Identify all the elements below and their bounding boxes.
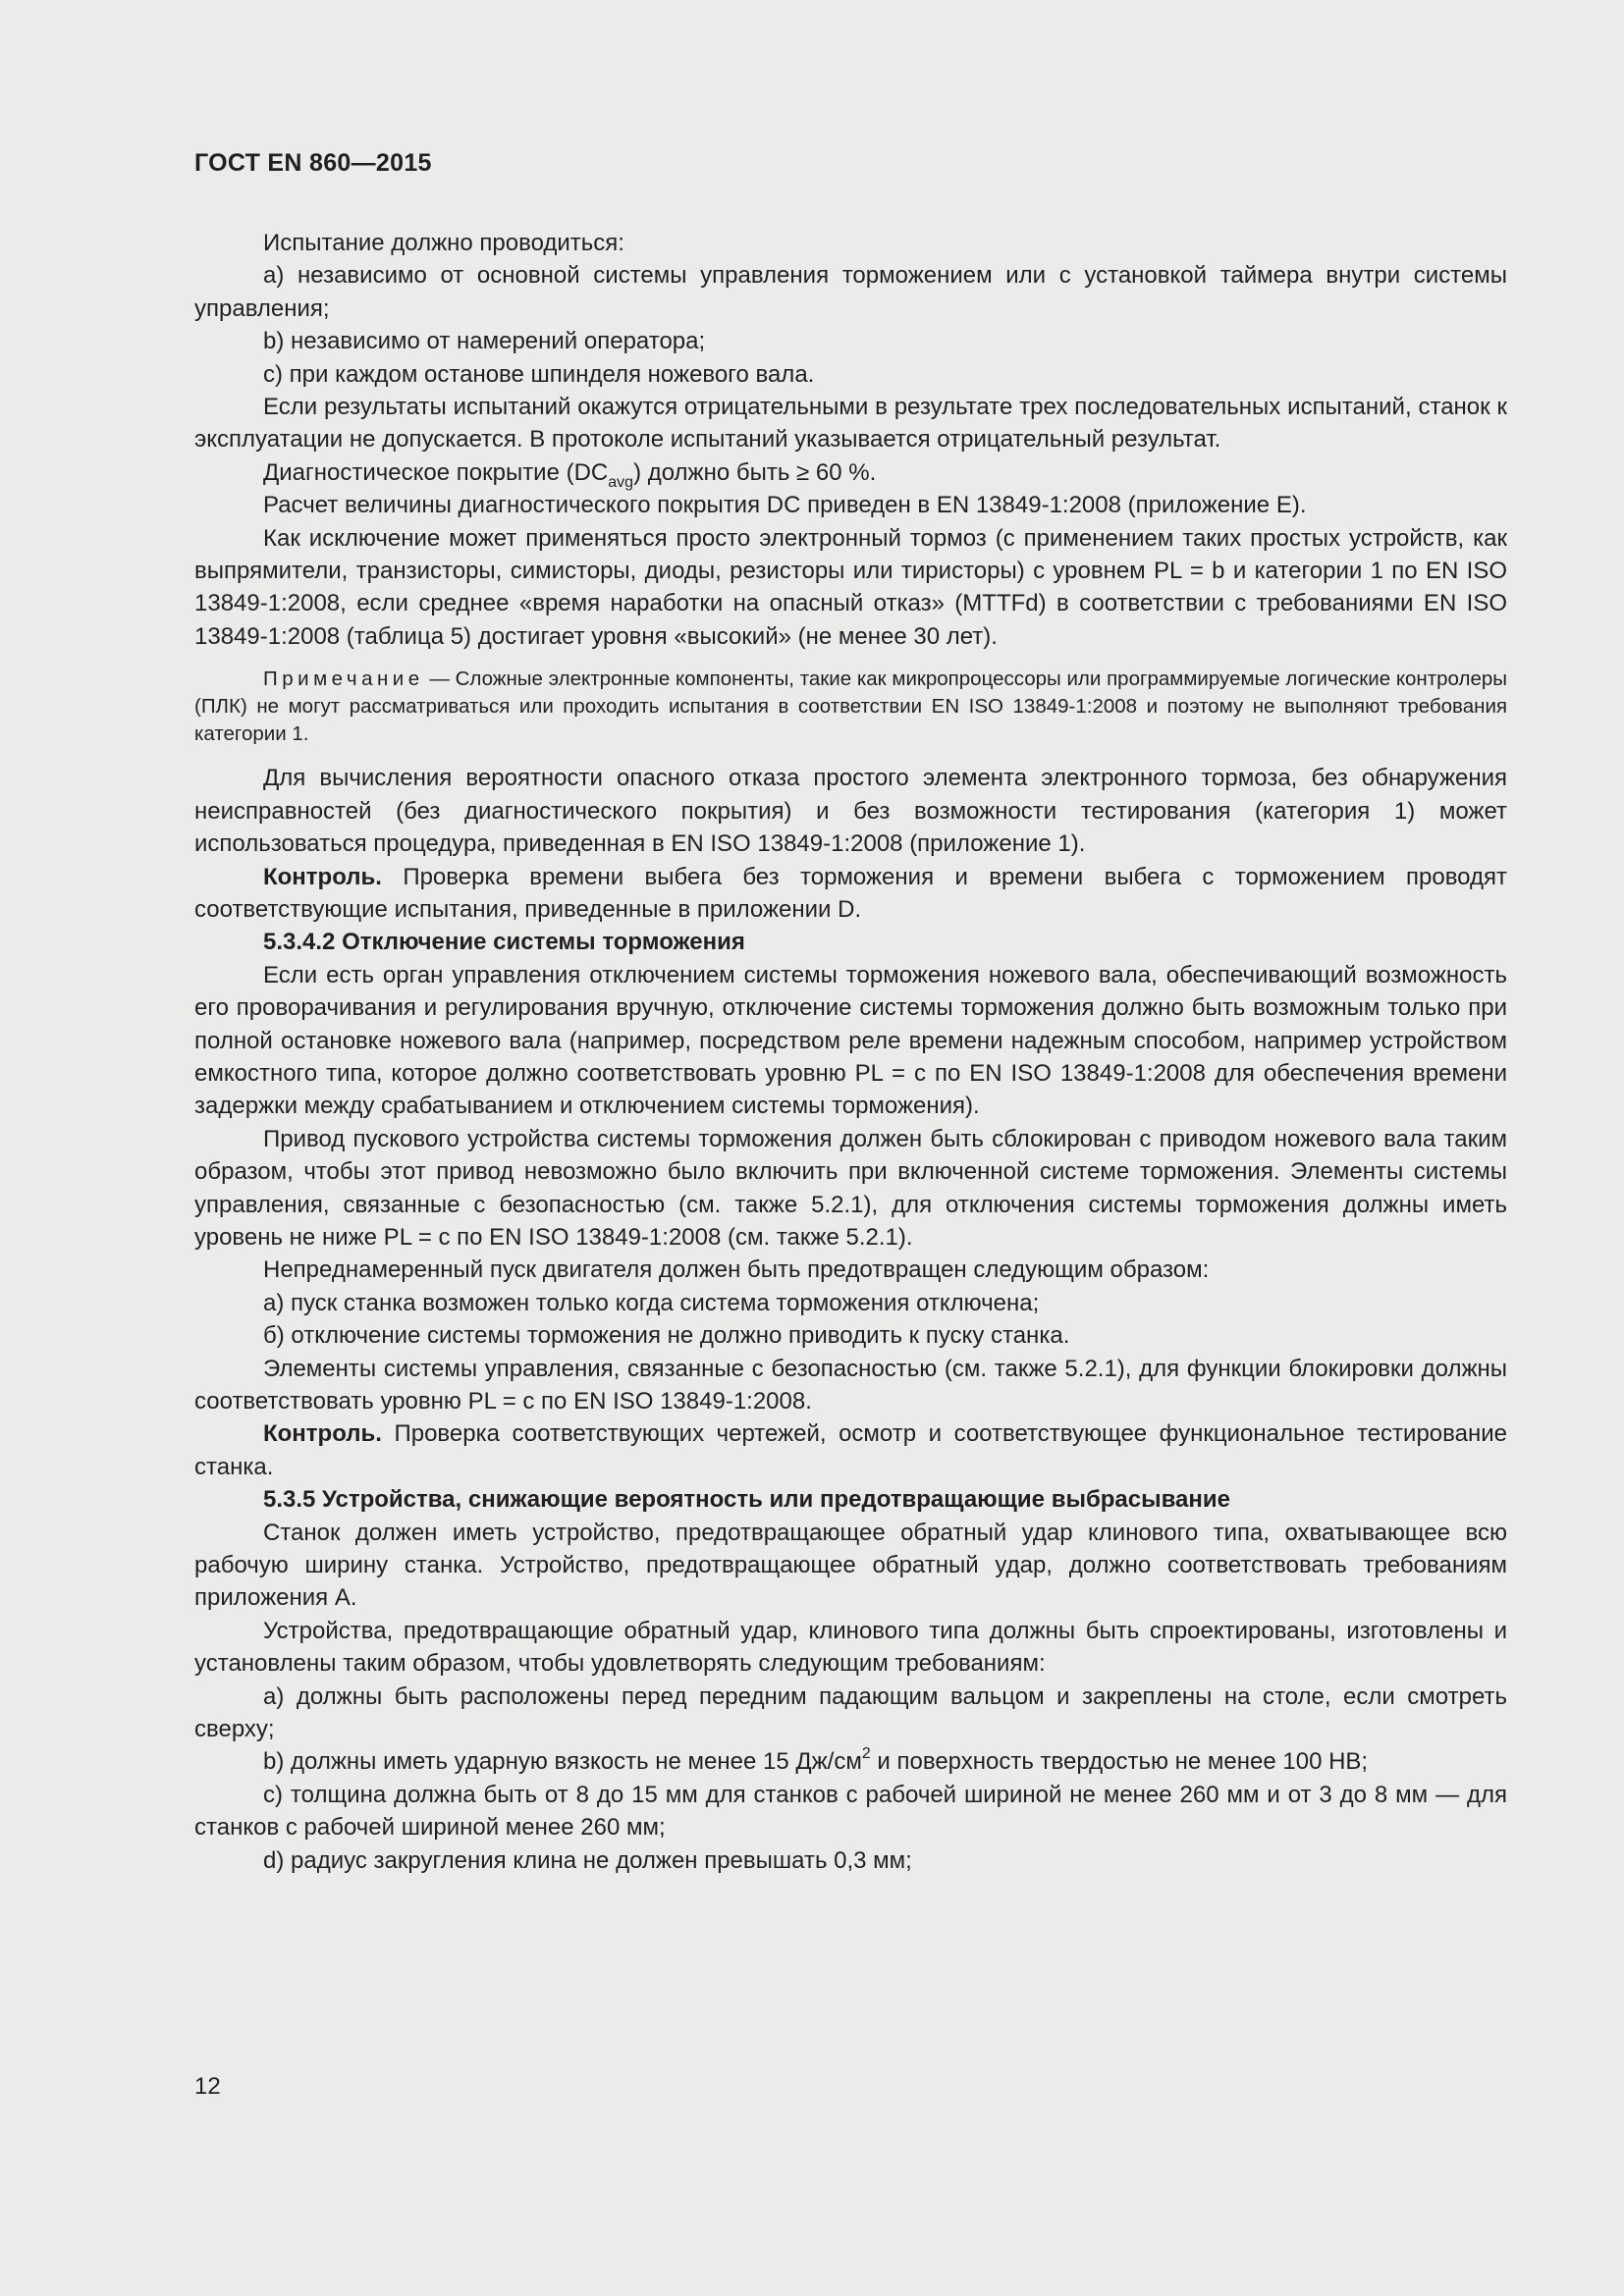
list-item: c) при каждом останове шпинделя ножевого вала. bbox=[263, 360, 815, 388]
list-item: c) толщина должна быть от 8 до 15 мм для станков с рабочей шириной не менее 260 мм и от 3 до 8 мм — для станков с рабочей шириной менее 260 мм; bbox=[194, 1781, 1507, 1842]
note-label: Примечание bbox=[263, 667, 424, 691]
list-item: d) радиус закругления клина не должен превышать 0,3 мм; bbox=[263, 1846, 912, 1874]
paragraph: Станок должен иметь устройство, предотвращающее обратный удар клинового типа, охватывающее всю рабочую ширину станка. Устройство, предотвращающее обратный удар, должно соответствовать требованиям приложения A. bbox=[194, 1519, 1507, 1612]
list-item: a) пуск станка возможен только когда система торможения отключена; bbox=[263, 1289, 1040, 1316]
note-text: — Сложные электронные компоненты, такие как микропроцессоры или программируемые логические контролеры (ПЛК) не могут рассматриваться или проходить испытания в соответствии EN ISO 13849-1:2008 и поэтому не выполняют требования категории 1. bbox=[194, 667, 1507, 746]
note bbox=[194, 666, 1507, 748]
list-item: a) должны быть расположены перед передним падающим вальцом и закреплены на столе, если смотреть сверху; bbox=[194, 1682, 1507, 1743]
document-body bbox=[194, 227, 1507, 1877]
text-run: ) должно быть ≥ 60 %. bbox=[633, 458, 877, 486]
paragraph-control bbox=[194, 1417, 1507, 1483]
section-heading: 5.3.5 Устройства, снижающие вероятность или предотвращающие выбрасывание bbox=[263, 1486, 1230, 1514]
list-item: б) отключение системы торможения не должно приводить к пуску станка. bbox=[263, 1322, 1070, 1350]
text-run: Проверка времени выбега без торможения и времени выбега с торможением проводят соответствующие испытания, приведенные в приложении D. bbox=[194, 863, 1507, 923]
subscript: avg bbox=[608, 473, 634, 491]
list-item: b) независимо от намерений оператора; bbox=[263, 328, 706, 355]
superscript: 2 bbox=[861, 1745, 871, 1763]
section-heading: 5.3.4.2 Отключение системы торможения bbox=[263, 929, 745, 956]
text-run: b) должны иметь ударную вязкость не менее 15 Дж/см bbox=[263, 1748, 862, 1776]
paragraph-control bbox=[194, 861, 1507, 927]
page-number: 12 bbox=[194, 2073, 221, 2100]
list-item-impact-toughness bbox=[194, 1745, 1507, 1778]
paragraph: Для вычисления вероятности опасного отказа простого элемента электронного тормоза, без обнаружения неисправностей (без диагностического покрытия) и без возможности тестирования (категория 1) может использоваться процедура, приведенная в EN ISO 13849-1:2008 (приложение 1). bbox=[194, 765, 1507, 858]
paragraph-diagnostic-coverage bbox=[194, 456, 1507, 489]
text-run: Проверка соответствующих чертежей, осмотр и соответствующее функциональное тестирование станка. bbox=[194, 1420, 1507, 1480]
paragraph: Расчет величины диагностического покрытия DC приведен в EN 13849-1:2008 (приложение E). bbox=[263, 492, 1307, 519]
paragraph: Если результаты испытаний окажутся отрицательными в результате трех последовательных испытаний, станок к эксплуатации не допускается. В протоколе испытаний указывается отрицательный результат. bbox=[194, 394, 1507, 454]
paragraph: Если есть орган управления отключением системы торможения ножевого вала, обеспечивающий возможность его проворачивания и регулирования вручную, отключение системы торможения должно быть возможным только при полной остановке ножевого вала (например, посредством реле времени надежным способом, например устройством емкостного типа, которое должно соответствовать уровню PL = c по EN ISO 13849-1:2008 для обеспечения времени задержки между срабатыванием и отключением системы торможения). bbox=[194, 961, 1507, 1120]
paragraph: Испытание должно проводиться: bbox=[263, 230, 624, 256]
bold-label: Контроль. bbox=[263, 863, 382, 890]
document-code-header: ГОСТ EN 860—2015 bbox=[194, 149, 432, 177]
text-run: Диагностическое покрытие (DC bbox=[263, 458, 609, 486]
paragraph: Непреднамеренный пуск двигателя должен быть предотвращен следующим образом: bbox=[263, 1256, 1210, 1284]
paragraph: Привод пускового устройства системы торможения должен быть сблокирован с приводом ножевого вала таким образом, чтобы этот привод невозможно было включить при включенной системе торможения. Элементы системы управления, связанные с безопасностью (см. также 5.2.1), для отключения системы торможения должны иметь уровень не ниже PL = c по EN ISO 13849-1:2008 (см. также 5.2.1). bbox=[194, 1125, 1507, 1251]
bold-label: Контроль. bbox=[263, 1420, 382, 1448]
paragraph: Элементы системы управления, связанные с безопасностью (см. также 5.2.1), для функции блокировки должны соответствовать уровню PL = c по EN ISO 13849-1:2008. bbox=[194, 1355, 1507, 1415]
list-item: a) независимо от основной системы управления торможением или с установкой таймера внутри системы управления; bbox=[194, 262, 1507, 322]
paragraph: Как исключение может применяться просто электронный тормоз (с применением таких простых устройств, как выпрямители, транзисторы, симисторы, диоды, резисторы или тиристоры) с уровнем PL = b и категории 1 по EN ISO 13849-1:2008, если среднее «время наработки на опасный отказ» (MTTFd) в соответствии с требованиями EN ISO 13849-1:2008 (таблица 5) достигает уровня «высокий» (не менее 30 лет). bbox=[194, 524, 1507, 650]
text-run: и поверхность твердостью не менее 100 НВ; bbox=[870, 1748, 1369, 1776]
paragraph: Устройства, предотвращающие обратный удар, клинового типа должны быть спроектированы, изготовлены и установлены таким образом, чтобы удовлетворять следующим требованиям: bbox=[194, 1617, 1507, 1678]
